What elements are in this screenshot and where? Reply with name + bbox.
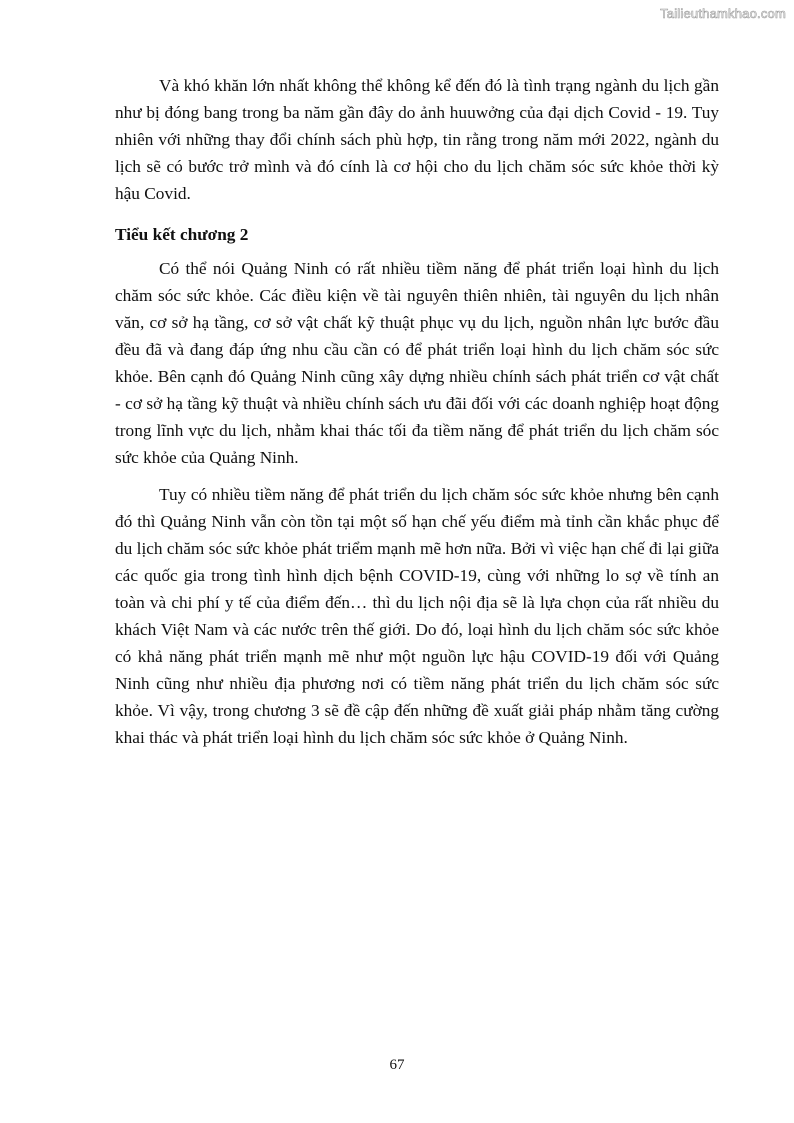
paragraph-potential: Có thể nói Quảng Ninh có rất nhiều tiềm năng để phát triển loại hình du lịch chăm sóc sức khỏe. Các điều kiện về tài nguyên thiên nhiên, tài nguyên du lịch nhân văn, cơ sở hạ tầng, cơ sở vật chất kỹ thuật phục vụ du lịch, nguồn nhân lực bước đầu đều đã và đang đáp ứng nhu cầu cần có để phát triển loại hình du lịch chăm sóc sức khỏe. Bên cạnh đó Quảng Ninh cũng xây dựng nhiều chính sách phát triển cơ vật chất - cơ sở hạ tầng kỹ thuật và nhiều chính sách ưu đãi đối với các doanh nghiệp hoạt động trong lĩnh vực du lịch, nhằm khai thác tối đa tiềm năng để phát triển du lịch chăm sóc sức khỏe của Quảng Ninh. bbox=[115, 259, 719, 467]
document-body bbox=[115, 72, 719, 751]
watermark-logo: Tailieuthamkhao.com bbox=[660, 6, 786, 21]
paragraph-covid-difficulty: Và khó khăn lớn nhất không thể không kể đến đó là tình trạng ngành du lịch gần như bị đóng bang trong ba năm gần đây do ảnh huuwởng của đại dịch Covid - 19. Tuy nhiên với những thay đổi chính sách phù hợp, tin rằng trong năm mới 2022, ngành du lịch sẽ có bước trở mình và đó cính là cơ hội cho du lịch chăm sóc sức khỏe thời kỳ hậu Covid. bbox=[115, 76, 719, 203]
section-heading: Tiểu kết chương 2 bbox=[115, 225, 249, 244]
page-number: 67 bbox=[389, 1057, 405, 1073]
paragraph-limitations: Tuy có nhiều tiềm năng để phát triển du lịch chăm sóc sức khỏe nhưng bên cạnh đó thì Quảng Ninh vẫn còn tồn tại một số hạn chế yếu điểm mà tỉnh cần khắc phục để du lịch chăm sóc sức khỏe phát triểm mạnh mẽ hơn nữa. Bởi vì việc hạn chế đi lại giữa các quốc gia trong tình hình dịch bệnh COVID-19, cùng với những lo sợ về tính an toàn và chi phí y tế của điểm đến… thì du lịch nội địa sẽ là lựa chọn của rất nhiều du khách Việt Nam và các nước trên thế giới. Do đó, loại hình du lịch chăm sóc sức khỏe có khả năng phát triển mạnh mẽ như một nguồn lực hậu COVID-19 đối với Quảng Ninh cũng như nhiều địa phương nơi có tiềm năng phát triển du lịch chăm sóc sức khỏe. Vì vậy, trong chương 3 sẽ đề cập đến những đề xuất giải pháp nhằm tăng cường khai thác và phát triển loại hình du lịch chăm sóc sức khỏe ở Quảng Ninh. bbox=[115, 485, 719, 747]
